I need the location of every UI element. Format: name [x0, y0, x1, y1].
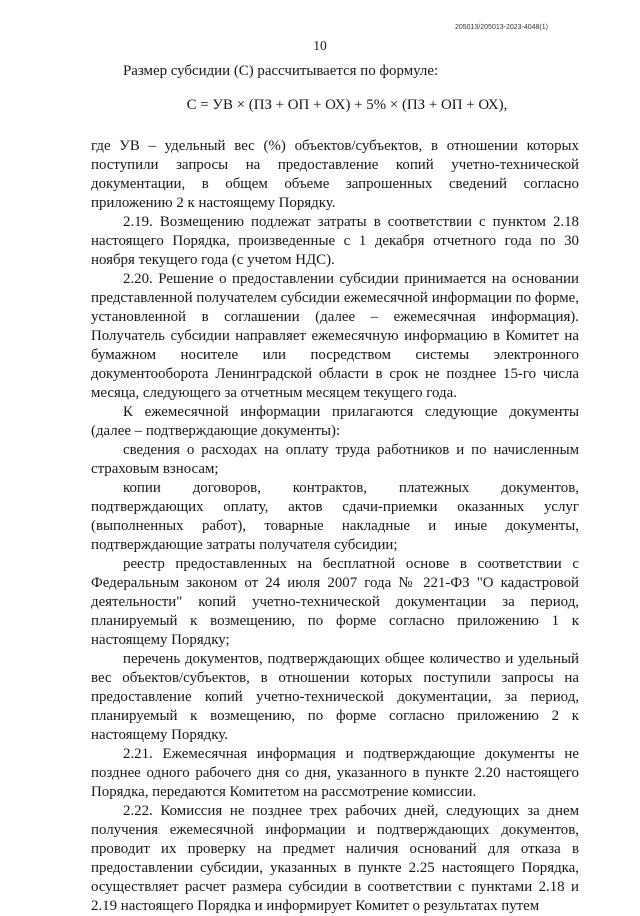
list-item-contract-copies: копии договоров, контрактов, платежных документов, подтверждающих оплату, актов сдачи-приемки оказанных услуг (выполненных работ), товарные накладные и иные документы, подтверждающие затраты получателя субсидии;	[91, 480, 579, 553]
paragraph-formula-intro: Размер субсидии (С) рассчитывается по формуле:	[123, 63, 439, 79]
list-item-registry: реестр предоставленных на бесплатной основе в соответствии с Федеральным законом от 24 июля 2007 года № 221-ФЗ "О кадастровой деятельности" копий учетно-технической документации за период, планируемый к возмещению, по форме согласно приложению 1 к настоящему Порядку;	[91, 556, 579, 648]
subsidy-formula: С = УВ × (ПЗ + ОП + ОХ) + 5% × (ПЗ + ОП + ОХ),	[186, 97, 508, 113]
paragraph-2-19: 2.19. Возмещению подлежат затраты в соответствии с пунктом 2.18 настоящего Порядка, произведенные с 1 декабря отчетного года по 30 ноября текущего года (с учетом НДС).	[91, 214, 579, 268]
paragraph-attached-documents: К ежемесячной информации прилагаются следующие документы (далее – подтверждающие документы):	[91, 404, 579, 439]
document-id: 205013/205013-2023-4048(1)	[454, 24, 548, 31]
paragraph-2-22: 2.22. Комиссия не позднее трех рабочих дней, следующих за днем получения ежемесячной информации и подтверждающих документов, проводит их проверку на предмет наличия оснований для отказа в предоставлении субсидии, указанных в пункте 2.25 настоящего Порядка, осуществляет расчет размера субсидии в соответствии с пунктами 2.18 и 2.19 настоящего Порядка и информирует Комитет о результатах путем	[91, 803, 579, 914]
list-item-document-list: перечень документов, подтверждающих общее количество и удельный вес объектов/субъектов, в отношении которых поступили запросы на предоставление копий учетно-технической документации, за период, планируемый к возмещению, по форме согласно приложению 2 к настоящему Порядку.	[91, 651, 579, 743]
page-number: 10	[313, 38, 327, 53]
list-item-salary-expenses: сведения о расходах на оплату труда работников и по начисленным страховым взносам;	[91, 442, 579, 477]
document-body	[91, 62, 579, 916]
paragraph-2-20: 2.20. Решение о предоставлении субсидии принимается на основании представленной получателем субсидии ежемесячной информации по форме, установленной в соглашении (далее – ежемесячная информация). Получатель субсидии направляет ежемесячную информацию в Комитет на бумажном носителе или посредством системы электронного документооборота Ленинградской области в срок не позднее 15-го числа месяца, следующего за отчетным месяцем текущего года.	[91, 271, 579, 401]
paragraph-formula-explanation: где УВ – удельный вес (%) объектов/субъектов, в отношении которых поступили запросы на предоставление копий учетно-технической документации, в общем объеме запрошенных сведений согласно приложению 2 к настоящему Порядку.	[91, 138, 579, 211]
paragraph-2-21: 2.21. Ежемесячная информация и подтверждающие документы не позднее одного рабочего дня со дня, указанного в пункте 2.20 настоящего Порядка, передаются Комитетом на рассмотрение комиссии.	[91, 746, 579, 800]
